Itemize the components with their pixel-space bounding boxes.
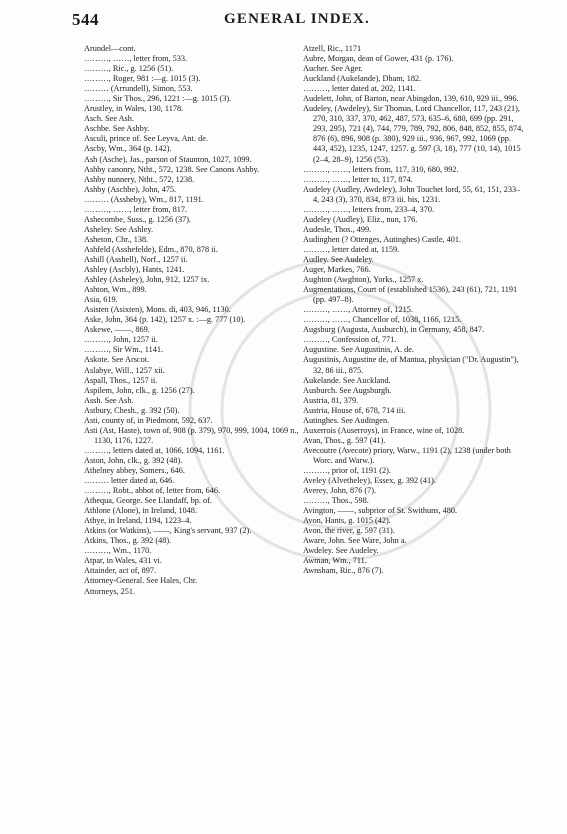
index-entry: ……… (Arrundell), Simon, 553.: [84, 84, 193, 94]
index-entry: Ashill (Asshell), Norf., 1257 ii.: [84, 254, 188, 264]
index-entry: ………, ……, letter to, 117, 874.: [303, 174, 413, 184]
index-entry: Asti, county of, in Piedmont, 592, 637.: [84, 415, 213, 425]
index-entry: Augustinis, Augustine de, of Mantua, physician ("Dr. Augustin"), 32, 86 iii., 875.: [303, 355, 519, 375]
index-entry: ………, Sir Wm., 1141.: [84, 345, 164, 355]
index-entry: ………, ……, letter from, 817.: [84, 204, 188, 214]
index-entry: Awdeley. See Audeley.: [303, 546, 379, 556]
index-entry: Athelney abbey, Somers., 646.: [84, 465, 185, 475]
index-entry: Asculi, prince of. See Leyva, Ant. de.: [84, 134, 208, 144]
index-entry: Aston, John, clk., g. 392 (48).: [84, 455, 183, 465]
index-entry: ………, letter dated at, 1159.: [303, 244, 400, 254]
index-entry: Atzell, Ric., 1171: [303, 44, 362, 53]
index-entry: ………, Robt., abbot of, letter from, 646.: [84, 486, 221, 496]
index-entry: Assh. See Ash.: [84, 395, 134, 405]
index-entry: Ascby, Wm., 364 (p. 142).: [84, 144, 172, 154]
index-entry: Aspall, Thos., 1257 ii.: [84, 375, 158, 385]
index-entry: Askewe, ——, 869.: [84, 325, 150, 335]
index-entry: Athequa, George. See Llandaff, bp. of.: [84, 496, 212, 506]
index-entry: Ashley (Asheley), John, 912, 1257 ix.: [84, 275, 210, 285]
index-entry: Ashley (Ascbly), Hants, 1241.: [84, 265, 185, 275]
index-entry: ……… (Assheby), Wm., 817, 1191.: [84, 194, 204, 204]
index-entry: Aveley (Alvetheley), Essex, g. 392 (41).: [303, 476, 436, 486]
index-entry: Audeley (Audley), Eliz., nun, 176.: [303, 214, 418, 224]
index-column-right: [303, 44, 525, 576]
index-entry: Avington, ——, subprior of St. Swithuns, 480.: [303, 506, 458, 516]
index-entry: Avecoutre (Avecote) priory, Warw., 1191 (2), 1238 (under both Worc. and Warw.).: [303, 445, 511, 465]
index-entry: Attorney-General. See Hales, Chr.: [84, 576, 198, 586]
index-entry: Aubre, Morgan, dean of Gower, 431 (p. 176).: [303, 54, 454, 64]
index-entry: Astbury, Chesh., g. 392 (50).: [84, 405, 180, 415]
index-entry: Attorneys, 251.: [84, 586, 136, 596]
index-entry: Ausburch. See Augsburgh.: [303, 385, 392, 395]
index-entry: ………, Confession of, 771.: [303, 335, 397, 345]
index-entry: Awnsham, Ric., 876 (7).: [303, 566, 384, 576]
index-entry: ………, ……, letter from, 533.: [84, 54, 188, 64]
index-entry: Atpar, in Wales, 431 vi.: [84, 556, 162, 566]
index-entry: Arundel—cont.: [84, 44, 136, 53]
index-entry: Ashby nunnery, Ntht., 572, 1238.: [84, 174, 195, 184]
index-entry: ……… letter dated at, 646.: [84, 476, 175, 486]
index-entry: Asheton, Chr., 138.: [84, 234, 149, 244]
index-entry: Athye, in Ireland, 1194, 1223–4.: [84, 516, 192, 526]
index-entry: Atkins (or Watkins), ——, King's servant, 937 (2).: [84, 526, 252, 536]
index-entry: Aucher. See Ager.: [303, 64, 363, 74]
index-entry: ………, ……, Attorney of, 1215.: [303, 305, 413, 315]
index-entry: ………, ……, Chancellor of, 1038, 1166, 1215.: [303, 315, 462, 325]
index-entry: Ashton, Wm., 899.: [84, 285, 147, 295]
index-entry: Asti (Ast, Haste), town of, 908 (p. 379), 970, 999, 1004, 1069 n., 1130, 1176, 1227.: [84, 425, 299, 445]
index-entry: Asheley. See Ashley.: [84, 224, 154, 234]
index-entry: ………, ……, letters from, 117, 310, 680, 992.: [303, 164, 459, 174]
page-number: 544: [72, 10, 99, 29]
index-entry: Arustley, in Wales, 130, 1178.: [84, 104, 184, 114]
index-entry: Ashby canonry, Ntht., 572, 1238. See Canons Ashby.: [84, 164, 260, 174]
index-entry: Awman, Wm., 711.: [303, 556, 367, 566]
index-entry: Augmentations, Court of (established 1536), 243 (61), 721, 1191 (pp. 497–8).: [303, 285, 518, 305]
index-entry: Audley. See Audeley.: [303, 254, 374, 264]
index-entry: Avan, Thos., g. 597 (41).: [303, 435, 386, 445]
page-header: [72, 10, 522, 38]
index-entry: Aware, John. See Ware, John a.: [303, 536, 407, 546]
index-entry: Atkins, Thos., g. 392 (48).: [84, 536, 172, 546]
index-entry: Ashby (Aschbe), John, 475.: [84, 184, 177, 194]
index-entry: Avon, the river, g. 597 (31).: [303, 526, 395, 536]
index-entry: ………, Roger, 981 :—g. 1015 (3).: [84, 74, 201, 84]
index-entry: Asia, 619.: [84, 295, 118, 305]
index-entry: Augustine. See Augustinis, A. de.: [303, 345, 414, 355]
index-entry: Austria, 81, 379.: [303, 395, 359, 405]
index-entry: Ashfeld (Asshefelde), Edm., 870, 878 ii.: [84, 244, 218, 254]
index-entry: Aslabye, Will., 1257 xii.: [84, 365, 165, 375]
index-entry: Audelett, John, of Barton, near Abingdon, 139, 610, 929 iii., 996.: [303, 94, 519, 104]
index-entry: Audesle, Thos., 499.: [303, 224, 372, 234]
index-entry: Ashecombe, Suss., g. 1256 (37).: [84, 214, 192, 224]
index-entry: Audeley (Audley, Awdeley), John Touchet lord, 55, 61, 151, 233–4, 243 (3), 370, 834, 873 iii. bis, 1231.: [303, 184, 521, 204]
index-entry: ………, Thos., 598.: [303, 496, 369, 506]
index-entry: ………, Ric., g. 1256 (51).: [84, 64, 174, 74]
index-entry: Audinghen (? Ottenges, Autinghes) Castle, 401.: [303, 234, 462, 244]
index-entry: Aske, John, 364 (p. 142), 1257 x. :—g. 777 (10).: [84, 315, 246, 325]
index-entry: Ash (Asche), Jas., parson of Staunton, 1027, 1099.: [84, 154, 252, 164]
running-title: GENERAL INDEX.: [224, 11, 370, 27]
index-entry: Asch. See Ash.: [84, 114, 134, 124]
index-entry: Aschbe. See Ashby.: [84, 124, 150, 134]
index-entry: Athlone (Alone), in Ireland, 1048.: [84, 506, 197, 516]
index-entry: ………, Sir Thos., 296, 1221 :—g. 1015 (3).: [84, 94, 232, 104]
index-column-left: [84, 44, 306, 597]
index-entry: Auckland (Aukelande), Dham, 182.: [303, 74, 422, 84]
index-entry: Aspilem, John, clk., g. 1256 (27).: [84, 385, 195, 395]
index-entry: ………, ……, letters from, 233–4, 370.: [303, 204, 435, 214]
index-entry: Autinghes. See Audingen.: [303, 415, 390, 425]
index-entry: Avon, Hants, g. 1015 (42).: [303, 516, 391, 526]
index-entry: ………, letters dated at, 1066, 1094, 1161.: [84, 445, 225, 455]
index-entry: Augsburg (Augusta, Ausburch), in Germany, 458, 847.: [303, 325, 485, 335]
index-entry: Audeley, (Awdeley), Sir Thomas, Lord Chancellor, 117, 243 (21), 270, 310, 337, 370, 462, 487, 573, 635–6, 680, 699 (pp. 291, 293, 295), 721 (4), 744, 779, 789, 792, 806, 848, 852, 855, 874, 876 (6), 896, 908 (p. 380), 929 iii., 936, 967, 992, 1069 (pp. 443, 452), 1235, 1247, 1257. g. 597 (3, 18), 777 (10, 14), 1015 (2–4, 28–9), 1256 (53).: [303, 104, 524, 164]
index-entry: Auxerrois (Auserroys), in France, wine of, 1028.: [303, 425, 465, 435]
index-entry: ………, letter dated at, 202, 1141.: [303, 84, 416, 94]
index-entry: ………, prior of, 1191 (2).: [303, 465, 391, 475]
index-entry: Asisten (Asixten), Mons. di, 403, 946, 1130.: [84, 305, 231, 315]
index-entry: Averey, John, 876 (7).: [303, 486, 377, 496]
index-entry: Askote. See Arscot.: [84, 355, 150, 365]
index-entry: Auger, Markes, 766.: [303, 265, 371, 275]
index-entry: ………, John, 1257 ii.: [84, 335, 158, 345]
index-entry: ………, Wm., 1170.: [84, 546, 152, 556]
index-entry: Aughton (Awghton), Yorks., 1257 x.: [303, 275, 424, 285]
index-entry: Austria, House of, 678, 714 iii.: [303, 405, 406, 415]
index-entry: Aukelande. See Auckland.: [303, 375, 391, 385]
index-entry: Attainder, act of, 897.: [84, 566, 157, 576]
